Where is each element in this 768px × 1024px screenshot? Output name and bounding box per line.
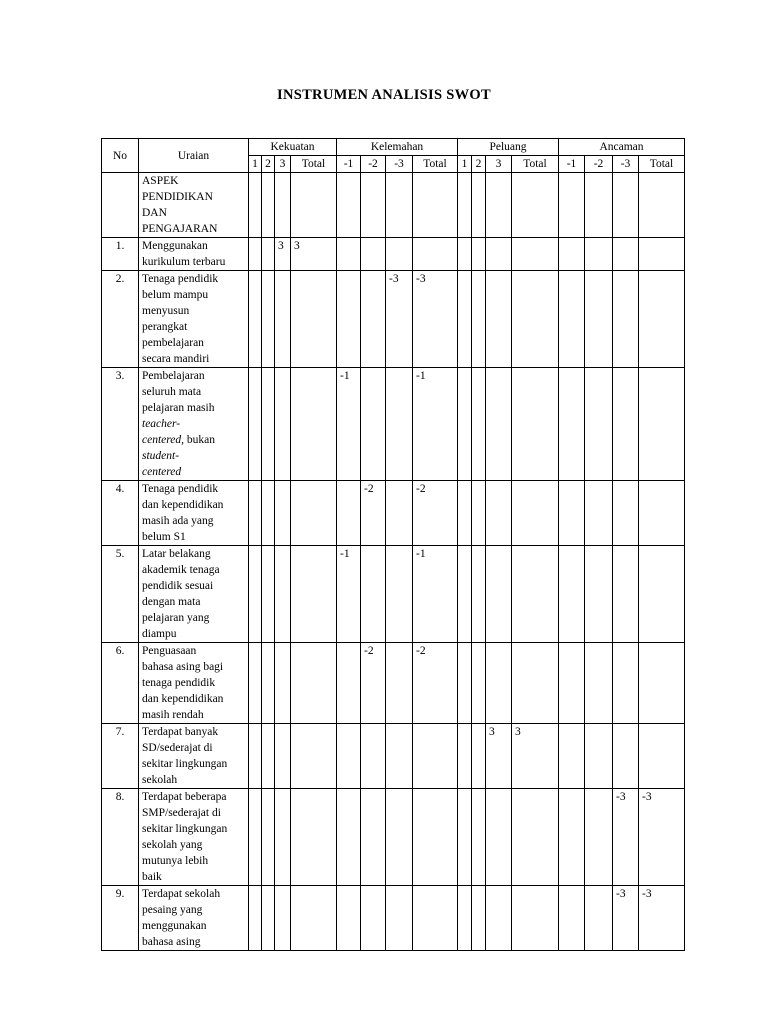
score-value: -1 bbox=[337, 546, 361, 643]
score-value: -3 bbox=[613, 886, 639, 951]
score-cell bbox=[337, 271, 361, 368]
score-cell bbox=[512, 643, 559, 724]
score-value: 3 bbox=[275, 238, 291, 271]
row-description bbox=[139, 886, 249, 951]
sub-header: 2 bbox=[262, 156, 275, 173]
score-cell bbox=[458, 643, 472, 724]
header-peluang: Peluang bbox=[458, 139, 559, 156]
sub-header: 2 bbox=[472, 156, 486, 173]
row-number: 4. bbox=[102, 481, 139, 546]
score-cell bbox=[639, 368, 685, 481]
score-cell bbox=[486, 238, 512, 271]
score-cell bbox=[413, 724, 458, 789]
score-cell bbox=[262, 173, 275, 238]
sub-header: 1 bbox=[249, 156, 262, 173]
score-cell bbox=[486, 173, 512, 238]
row-number: 3. bbox=[102, 368, 139, 481]
sub-header: Total bbox=[413, 156, 458, 173]
row-description bbox=[139, 368, 249, 481]
description-text: perangkat bbox=[142, 321, 188, 333]
row-number: 5. bbox=[102, 546, 139, 643]
description-text: menyusun bbox=[142, 305, 190, 317]
row-description bbox=[139, 481, 249, 546]
score-cell bbox=[512, 238, 559, 271]
score-cell bbox=[486, 368, 512, 481]
score-cell bbox=[472, 238, 486, 271]
description-text: Tenaga pendidik bbox=[142, 273, 219, 285]
score-value: 3 bbox=[486, 724, 512, 789]
row-number bbox=[102, 173, 139, 238]
score-cell bbox=[275, 724, 291, 789]
table-row bbox=[102, 643, 685, 724]
description-text: menggunakan bbox=[142, 920, 207, 932]
score-cell bbox=[386, 546, 413, 643]
score-cell bbox=[613, 724, 639, 789]
description-italic: centered, bbox=[142, 434, 185, 446]
header-kelemahan: Kelemahan bbox=[337, 139, 458, 156]
sub-header: -1 bbox=[337, 156, 361, 173]
score-cell bbox=[472, 173, 486, 238]
score-cell bbox=[486, 546, 512, 643]
row-description bbox=[139, 546, 249, 643]
page-title: INSTRUMEN ANALISIS SWOT bbox=[277, 87, 491, 103]
row-description bbox=[139, 643, 249, 724]
header-ancaman: Ancaman bbox=[559, 139, 685, 156]
sub-header: Total bbox=[639, 156, 685, 173]
score-cell bbox=[262, 789, 275, 886]
score-cell bbox=[472, 789, 486, 886]
score-value: -3 bbox=[639, 789, 685, 886]
score-cell bbox=[337, 238, 361, 271]
description-text: masih rendah bbox=[142, 709, 204, 721]
sub-header: 3 bbox=[486, 156, 512, 173]
sub-header: -2 bbox=[361, 156, 386, 173]
description-text: sekitar lingkungan bbox=[142, 823, 228, 835]
score-cell bbox=[585, 724, 613, 789]
score-cell bbox=[472, 643, 486, 724]
description-text: dengan mata bbox=[142, 596, 201, 608]
score-cell bbox=[386, 238, 413, 271]
description-text: Terdapat banyak bbox=[142, 726, 219, 738]
table-row bbox=[102, 271, 685, 368]
score-cell bbox=[639, 271, 685, 368]
description-italic: centered bbox=[142, 466, 182, 478]
description-text: SMP/sederajat di bbox=[142, 807, 221, 819]
score-cell bbox=[262, 724, 275, 789]
score-cell bbox=[486, 271, 512, 368]
row-description bbox=[139, 271, 249, 368]
score-cell bbox=[486, 481, 512, 546]
score-cell bbox=[458, 789, 472, 886]
score-cell bbox=[386, 789, 413, 886]
score-cell bbox=[249, 481, 262, 546]
score-cell bbox=[337, 481, 361, 546]
score-cell bbox=[386, 724, 413, 789]
score-cell bbox=[249, 368, 262, 481]
score-cell bbox=[613, 238, 639, 271]
description-text: Pembelajaran bbox=[142, 370, 205, 382]
score-cell bbox=[613, 643, 639, 724]
sub-header: 1 bbox=[458, 156, 472, 173]
sub-header: -3 bbox=[613, 156, 639, 173]
score-cell bbox=[361, 789, 386, 886]
score-cell bbox=[458, 173, 472, 238]
score-cell bbox=[559, 886, 585, 951]
score-cell bbox=[472, 271, 486, 368]
score-cell bbox=[262, 368, 275, 481]
score-cell bbox=[249, 789, 262, 886]
description-text: pendidik sesuai bbox=[142, 580, 214, 592]
score-cell bbox=[486, 886, 512, 951]
score-value: -3 bbox=[613, 789, 639, 886]
score-cell bbox=[613, 368, 639, 481]
score-cell bbox=[337, 643, 361, 724]
score-cell bbox=[559, 789, 585, 886]
description-text: kurikulum terbaru bbox=[142, 256, 226, 268]
score-cell bbox=[458, 238, 472, 271]
description-text: pelajaran yang bbox=[142, 612, 210, 624]
score-cell bbox=[262, 481, 275, 546]
score-cell bbox=[585, 368, 613, 481]
score-cell bbox=[249, 546, 262, 643]
description-text: pesaing yang bbox=[142, 904, 203, 916]
score-cell bbox=[337, 886, 361, 951]
description-text: dan kependidikan bbox=[142, 499, 224, 511]
score-cell bbox=[639, 481, 685, 546]
score-cell bbox=[291, 368, 337, 481]
score-value: 3 bbox=[291, 238, 337, 271]
score-value: -1 bbox=[337, 368, 361, 481]
score-cell bbox=[386, 481, 413, 546]
table-row bbox=[102, 481, 685, 546]
score-cell bbox=[613, 546, 639, 643]
row-number: 1. bbox=[102, 238, 139, 271]
table-row bbox=[102, 724, 685, 789]
header-row-groups bbox=[102, 139, 685, 156]
score-cell bbox=[512, 886, 559, 951]
score-cell bbox=[337, 724, 361, 789]
score-cell bbox=[512, 271, 559, 368]
score-value: -2 bbox=[361, 643, 386, 724]
sub-header: -3 bbox=[386, 156, 413, 173]
score-cell bbox=[262, 643, 275, 724]
score-cell bbox=[512, 546, 559, 643]
section-line: ASPEK bbox=[142, 175, 179, 187]
description-text: bahasa asing bagi bbox=[142, 661, 224, 673]
description-italic: student- bbox=[142, 450, 180, 462]
score-cell bbox=[613, 271, 639, 368]
score-cell bbox=[486, 643, 512, 724]
score-cell bbox=[458, 368, 472, 481]
score-cell bbox=[291, 724, 337, 789]
score-cell bbox=[262, 271, 275, 368]
description-text: bahasa asing bbox=[142, 936, 201, 948]
score-cell bbox=[559, 546, 585, 643]
score-cell bbox=[472, 724, 486, 789]
score-cell bbox=[585, 271, 613, 368]
score-cell bbox=[413, 238, 458, 271]
score-cell bbox=[585, 789, 613, 886]
score-cell bbox=[559, 271, 585, 368]
score-cell bbox=[291, 643, 337, 724]
score-cell bbox=[639, 724, 685, 789]
score-value: -3 bbox=[639, 886, 685, 951]
description-text: belum mampu bbox=[142, 289, 209, 301]
score-cell bbox=[559, 724, 585, 789]
score-cell bbox=[337, 173, 361, 238]
score-cell bbox=[361, 271, 386, 368]
score-cell bbox=[361, 173, 386, 238]
score-cell bbox=[458, 271, 472, 368]
row-number: 7. bbox=[102, 724, 139, 789]
description-text: tenaga pendidik bbox=[142, 677, 216, 689]
score-cell bbox=[249, 643, 262, 724]
score-cell bbox=[585, 643, 613, 724]
score-cell bbox=[639, 643, 685, 724]
score-cell bbox=[386, 886, 413, 951]
table-row bbox=[102, 546, 685, 643]
score-cell bbox=[337, 789, 361, 886]
score-value: -3 bbox=[413, 271, 458, 368]
row-number: 2. bbox=[102, 271, 139, 368]
description-text: Penguasaan bbox=[142, 645, 197, 657]
score-cell bbox=[275, 481, 291, 546]
score-cell bbox=[262, 546, 275, 643]
score-cell bbox=[386, 643, 413, 724]
score-value: -2 bbox=[413, 643, 458, 724]
description-text: sekolah yang bbox=[142, 839, 203, 851]
score-value: -2 bbox=[361, 481, 386, 546]
score-cell bbox=[291, 886, 337, 951]
description-text: mutunya lebih bbox=[142, 855, 209, 867]
header-uraian: Uraian bbox=[139, 139, 249, 173]
description-text: Tenaga pendidik bbox=[142, 483, 219, 495]
description-text: Terdapat sekolah bbox=[142, 888, 221, 900]
score-cell bbox=[249, 238, 262, 271]
description-text: pembelajaran bbox=[142, 337, 204, 349]
score-cell bbox=[361, 886, 386, 951]
score-cell bbox=[486, 789, 512, 886]
row-number: 8. bbox=[102, 789, 139, 886]
score-cell bbox=[472, 546, 486, 643]
swot-table bbox=[101, 138, 685, 951]
score-cell bbox=[386, 173, 413, 238]
score-cell bbox=[512, 368, 559, 481]
description-text: SD/sederajat di bbox=[142, 742, 213, 754]
score-cell bbox=[559, 481, 585, 546]
sub-header: 3 bbox=[275, 156, 291, 173]
section-label bbox=[139, 173, 249, 238]
row-description bbox=[139, 724, 249, 789]
description-text: belum S1 bbox=[142, 531, 186, 543]
score-cell bbox=[559, 643, 585, 724]
section-row bbox=[102, 173, 685, 238]
score-value: 3 bbox=[512, 724, 559, 789]
score-cell bbox=[613, 481, 639, 546]
score-cell bbox=[413, 789, 458, 886]
score-cell bbox=[291, 271, 337, 368]
description-text: Menggunakan bbox=[142, 240, 208, 252]
description-text: secara mandiri bbox=[142, 353, 210, 365]
description-text: masih ada yang bbox=[142, 515, 214, 527]
score-cell bbox=[262, 238, 275, 271]
description-text: pelajaran masih bbox=[142, 402, 215, 414]
score-cell bbox=[291, 481, 337, 546]
score-cell bbox=[249, 173, 262, 238]
score-cell bbox=[275, 173, 291, 238]
score-cell bbox=[472, 886, 486, 951]
sub-header: Total bbox=[512, 156, 559, 173]
score-cell bbox=[275, 789, 291, 886]
score-cell bbox=[275, 368, 291, 481]
score-cell bbox=[512, 173, 559, 238]
score-cell bbox=[559, 368, 585, 481]
score-cell bbox=[512, 789, 559, 886]
section-line: DAN bbox=[142, 207, 167, 219]
description-italic: teacher- bbox=[142, 418, 181, 430]
score-cell bbox=[249, 886, 262, 951]
sub-header: -2 bbox=[585, 156, 613, 173]
score-cell bbox=[585, 886, 613, 951]
description-text: seluruh mata bbox=[142, 386, 202, 398]
score-cell bbox=[291, 173, 337, 238]
swot-body bbox=[102, 173, 685, 951]
table-row bbox=[102, 886, 685, 951]
score-cell bbox=[639, 546, 685, 643]
description-text: sekitar lingkungan bbox=[142, 758, 228, 770]
score-cell bbox=[458, 546, 472, 643]
section-line: PENGAJARAN bbox=[142, 223, 218, 235]
score-cell bbox=[361, 724, 386, 789]
score-cell bbox=[639, 173, 685, 238]
sub-header: Total bbox=[291, 156, 337, 173]
header-kekuatan: Kekuatan bbox=[249, 139, 337, 156]
score-cell bbox=[275, 546, 291, 643]
score-value: -2 bbox=[413, 481, 458, 546]
table-row bbox=[102, 238, 685, 271]
score-cell bbox=[458, 724, 472, 789]
row-description bbox=[139, 238, 249, 271]
score-cell bbox=[613, 173, 639, 238]
score-cell bbox=[472, 481, 486, 546]
score-cell bbox=[639, 238, 685, 271]
table-row bbox=[102, 368, 685, 481]
score-cell bbox=[262, 886, 275, 951]
score-cell bbox=[512, 481, 559, 546]
row-description bbox=[139, 789, 249, 886]
score-cell bbox=[249, 271, 262, 368]
score-value: -1 bbox=[413, 546, 458, 643]
score-cell bbox=[291, 789, 337, 886]
score-cell bbox=[413, 886, 458, 951]
score-cell bbox=[413, 173, 458, 238]
score-cell bbox=[291, 546, 337, 643]
row-number: 9. bbox=[102, 886, 139, 951]
score-cell bbox=[275, 271, 291, 368]
score-cell bbox=[361, 546, 386, 643]
score-value: -3 bbox=[386, 271, 413, 368]
description-text: akademik tenaga bbox=[142, 564, 220, 576]
score-cell bbox=[472, 368, 486, 481]
score-value: -1 bbox=[413, 368, 458, 481]
sub-header: -1 bbox=[559, 156, 585, 173]
description-text: Latar belakang bbox=[142, 548, 211, 560]
row-number: 6. bbox=[102, 643, 139, 724]
table-row bbox=[102, 789, 685, 886]
score-cell bbox=[585, 238, 613, 271]
score-cell bbox=[275, 643, 291, 724]
score-cell bbox=[458, 481, 472, 546]
header-no: No bbox=[102, 139, 139, 173]
score-cell bbox=[559, 173, 585, 238]
description-text: baik bbox=[142, 871, 162, 883]
score-cell bbox=[361, 368, 386, 481]
description-text: dan kependidikan bbox=[142, 693, 224, 705]
score-cell bbox=[386, 368, 413, 481]
score-cell bbox=[585, 481, 613, 546]
score-cell bbox=[585, 173, 613, 238]
description-text: diampu bbox=[142, 628, 177, 640]
score-cell bbox=[559, 238, 585, 271]
section-line: PENDIDIKAN bbox=[142, 191, 213, 203]
score-cell bbox=[458, 886, 472, 951]
score-cell bbox=[361, 238, 386, 271]
description-text: Terdapat beberapa bbox=[142, 791, 227, 803]
score-cell bbox=[249, 724, 262, 789]
description-text: sekolah bbox=[142, 774, 178, 786]
score-cell bbox=[275, 886, 291, 951]
description-text: bukan bbox=[184, 434, 216, 446]
score-cell bbox=[585, 546, 613, 643]
